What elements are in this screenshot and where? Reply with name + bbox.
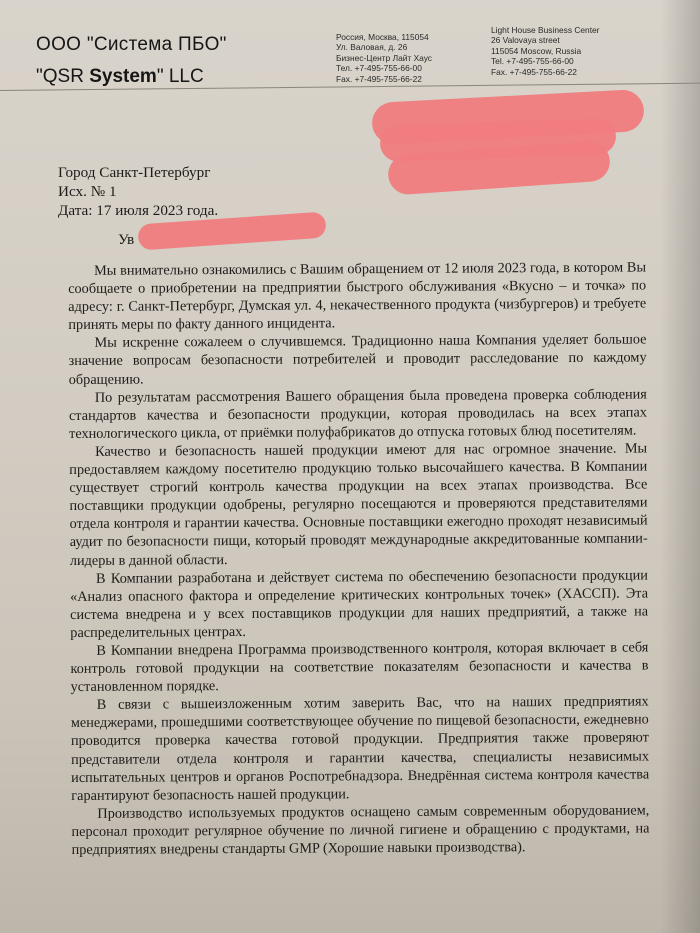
company-name-en: "QSR System" LLC	[36, 66, 204, 87]
body-paragraph: Производство используемых продуктов оснащено самым современным оборудованием, персонал проходит регулярное обучение по личной гигиене и обращению с продуктами, на предприятиях внедрены стандарты GMP (Хорошие навыки производства).	[71, 802, 650, 858]
letter-date: Дата: 17 июля 2023 года.	[58, 202, 219, 219]
letter-meta	[58, 163, 218, 220]
body-paragraph: В Компании разработана и действует система по обеспечению безопасности продукции «Анализ опасного фактора и определение критических контрольных точек» (ХАССП). Эта система внедрена и у всех поставщиков продукции для наших предприятий, а также на распределительных центрах.	[69, 567, 649, 641]
letter-body	[68, 258, 650, 859]
letter-ref-number: Исх. № 1	[58, 183, 117, 200]
address-ru: Россия, Москва, 115054 Ул. Валовая, д. 26 Бизнес-Центр Лайт Хаус Тел. +7-495-755-66-00 Fax. +7-495-755-66-22	[336, 32, 432, 84]
letter-city: Город Санкт-Петербург	[58, 164, 211, 181]
body-paragraph: Качество и безопасность нашей продукции имеют для нас огромное значение. Мы предоставляем каждому посетителю продукцию только высочайшего качества. В Компании существует строгий контроль качества продукции на всех этапах производства. Все поставщики продукции одобрены, регулярно посещаются и проверяются представителями отдела контроля и гарантии качества. Основные поставщики ежегодно проходят независимый аудит по безопасности пищи, который проводят международные аккредитованные компании-лидеры в данной области.	[69, 440, 648, 569]
address-en: Light House Business Center 26 Valovaya street 115054 Moscow, Russia Tel. +7-495-755-66-00 Fax. +7-495-755-66-22	[491, 25, 600, 77]
company-name-ru: ООО "Система ПБО"	[36, 34, 227, 55]
body-paragraph: Мы внимательно ознакомились с Вашим обращением от 12 июля 2023 года, в котором Вы сообщаете о приобретении на предприятии быстрого обслуживания «Вкусно – и точка» по адресу: г. Санкт-Петербург, Думская ул. 4, некачественного продукта (чизбургеров) и требуете принять меры по факту данного инцидента.	[68, 259, 647, 334]
body-paragraph: В связи с вышеизложенным хотим заверить Вас, что на наших предприятиях менеджерами, прошедшими соответствующее обучение по пищевой безопасности, ежедневно проводится проверка качества готовой продукции. Предприятия также проверяют представители отдела контроля и гарантии качества, специалисты независимых испытательных центров и органов Роспотребнадзора. Внедрённая система контроля качества гарантируют безопасность нашей продукции.	[70, 693, 650, 804]
greeting: Ув	[118, 231, 135, 248]
body-paragraph: По результатам рассмотрения Вашего обращения была проведена проверка соблюдения стандартов качества и безопасности продукции, которая проводилась на всех этапах технологического цикла, от приёмки полуфабрикатов до отпуска готовых блюд посетителям.	[68, 386, 647, 442]
body-paragraph: Мы искренне сожалеем о случившемся. Традиционно наша Компания уделяет большое значение вопросам безопасности потребителей и проводит расследование по каждому обращению.	[68, 331, 647, 388]
page-edge-shadow	[660, 0, 700, 933]
body-paragraph: В Компании внедрена Программа производственного контроля, которая включает в себя контроль готовой продукции на соответствие показателям безопасности и качества в установленном порядке.	[70, 639, 649, 696]
company-name-block	[36, 34, 227, 88]
